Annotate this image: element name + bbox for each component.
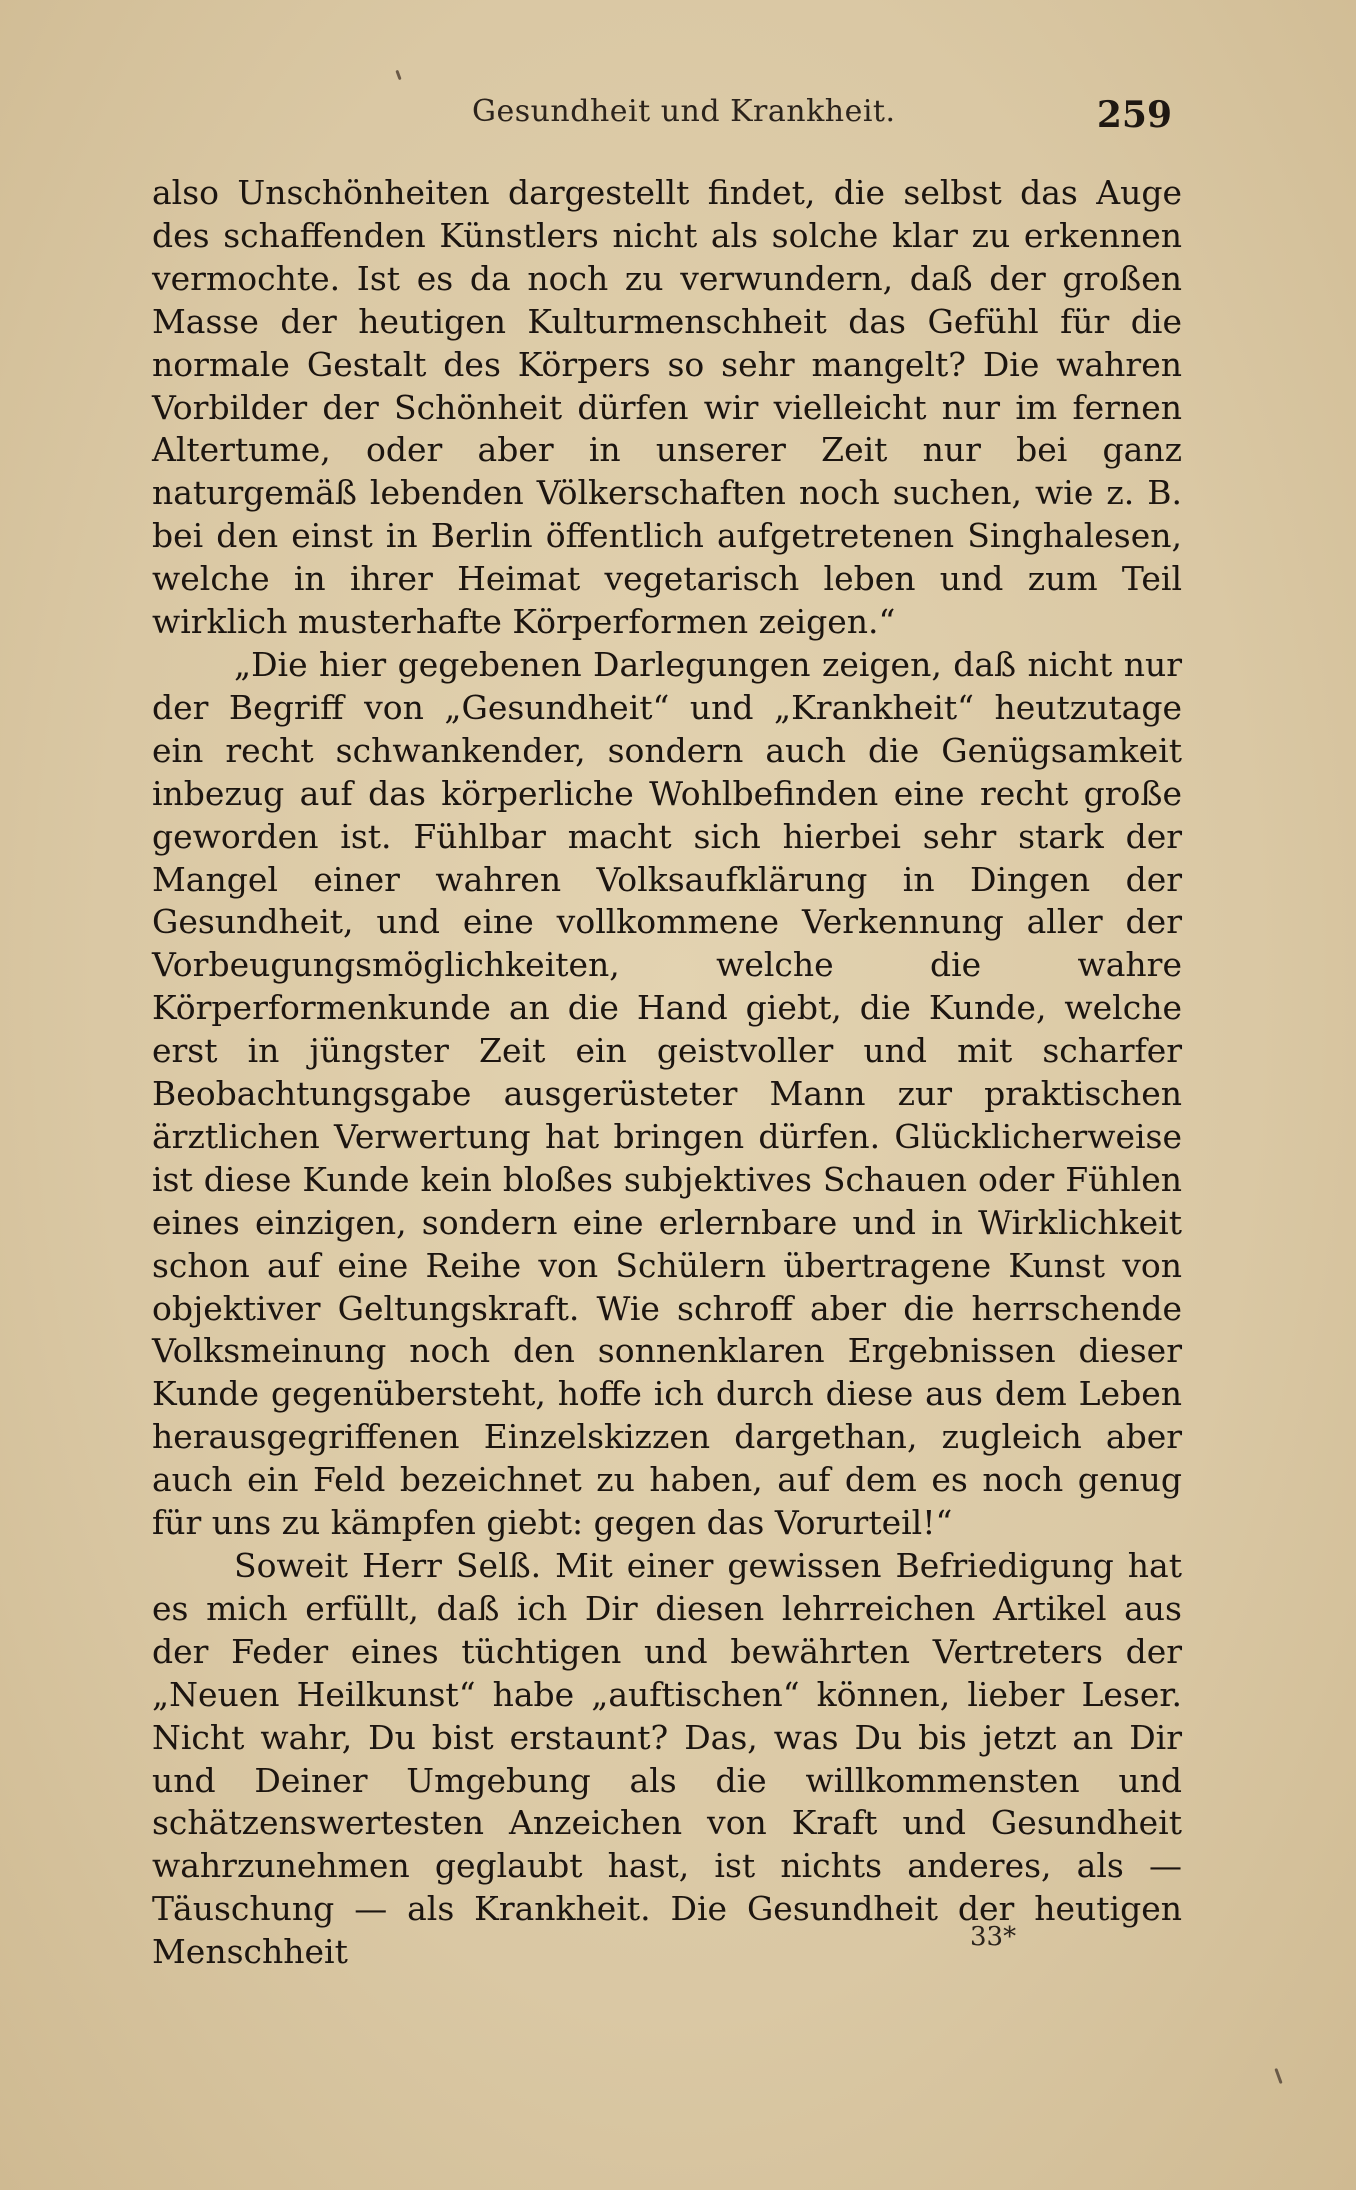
paragraph-1: also Unschönheiten dargestellt findet, die selbst das Auge des schaffenden Künstlers nicht als solche klar zu erkennen vermochte. Ist es da noch zu verwundern, daß der großen Masse der heutigen Kulturmenschheit das Gefühl für die normale Gestalt des Körpers so sehr mangelt? Die wahren Vorbilder der Schönheit dürfen wir vielleicht nur im fernen Altertume, oder aber in unserer Zeit nur bei ganz naturgemäß lebenden Völkerschaften noch suchen, wie z. B. bei den einst in Berlin öffentlich aufgetretenen Singhalesen, welche in ihrer Heimat vegetarisch leben und zum Teil wirklich musterhafte Körperformen zeigen.“ — [152, 173, 1182, 642]
page-header — [152, 94, 1172, 140]
paragraph-2: „Die hier gegebenen Darlegungen zeigen, daß nicht nur der Begriff von „Gesundheit“ und „Krankheit“ heutzutage ein recht schwankender, sondern auch die Genügsamkeit inbezug auf das körperliche Wohlbefinden eine recht große geworden ist. Fühlbar macht sich hierbei sehr stark der Mangel einer wahren Volksaufklärung in Dingen der Gesundheit, und eine vollkommene Verkennung aller der Vorbeugungsmöglichkeiten, welche die wahre Körperformenkunde an die Hand giebt, die Kunde, welche erst in jüngster Zeit ein geistvoller und mit scharfer Beobachtungsgabe ausgerüsteter Mann zur praktischen ärztlichen Verwertung hat bringen dürfen. Glücklicherweise ist diese Kunde kein bloßes subjektives Schauen oder Fühlen eines einzigen, sondern eine erlernbare und in Wirklichkeit schon auf eine Reihe von Schülern übertragene Kunst von objektiver Geltungskraft. Wie schroff aber die herrschende Volksmeinung noch den sonnenklaren Ergebnissen dieser Kunde gegenübersteht, hoffe ich durch diese aus dem Leben herausgegriffenen Einzelskizzen dargethan, zugleich aber auch ein Feld bezeichnet zu haben, auf dem es noch genug für uns zu kämpfen giebt: gegen das Vorurteil!“ — [152, 644, 1182, 1543]
signature-mark: 33* — [970, 1922, 1017, 1952]
paragraph-3: Soweit Herr Selß. Mit einer gewissen Befriedigung hat es mich erfüllt, daß ich Dir diesen lehrreichen Artikel aus der Feder eines tüchtigen und bewährten Vertreters der „Neuen Heilkunst“ habe „auftischen“ können, lieber Leser. Nicht wahr, Du bist erstaunt? Das, was Du bis jetzt an Dir und Deiner Umgebung als die willkommensten und schätzenswertesten Anzeichen von Kraft und Gesundheit wahrzunehmen geglaubt hast, ist nichts anderes, als — Täuschung — als Krankheit. Die Gesundheit der heutigen Menschheit — [152, 1546, 1182, 1972]
body-text — [152, 172, 1182, 1974]
paper-speck — [395, 70, 401, 80]
page-number: 259 — [1096, 94, 1172, 136]
paper-speck — [1274, 2068, 1282, 2084]
running-head: Gesundheit und Krankheit. — [472, 94, 896, 129]
